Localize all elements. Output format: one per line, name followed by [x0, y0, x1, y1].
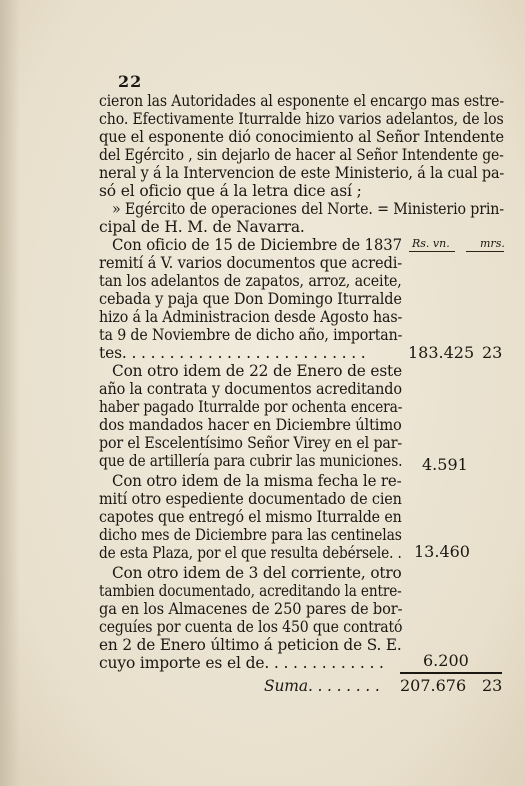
text-line: só el oficio que á la letra dice así ;	[99, 182, 362, 200]
sum-reales: 207.676	[400, 676, 467, 695]
text-line: cebada y paja que Don Domingo Iturralde	[99, 290, 402, 308]
text-line: tes. . . . . . . . . . . . . . . . . . . . . . . . . .	[99, 344, 366, 362]
text-line: mití otro espediente documentado de cien	[99, 490, 402, 508]
column-header-reales: Rs. vn.	[412, 237, 450, 250]
text-line: cho. Efectivamente Iturralde hizo varios adelantos, de los	[99, 110, 504, 128]
amount-reales: 6.200	[423, 651, 469, 670]
text-line: dos mandados hacer en Diciembre último	[99, 416, 402, 434]
text-line: ta 9 de Noviembre de dicho año, importan-	[99, 326, 403, 344]
sum-label: Suma. . . . . . . .	[264, 677, 380, 695]
text-line: en 2 de Enero último á peticion de S. E.	[99, 636, 402, 654]
text-line: por el Escelentísimo Señor Virey en el par-	[99, 434, 403, 452]
column-header-maravedis: mrs.	[480, 237, 505, 250]
page-gutter	[0, 0, 20, 786]
page-number: 22	[118, 72, 143, 91]
text-line: que de artillería para cubrir las municiones.	[99, 452, 403, 470]
text-line: hizo á la Administracion desde Agosto has-	[99, 308, 403, 326]
amount-reales: 183.425	[408, 343, 475, 362]
text-line: cipal de H. M. de Navarra.	[99, 218, 305, 236]
text-line: Con oficio de 15 de Diciembre de 1837	[112, 236, 402, 254]
text-line: cuyo importe es el de. . . . . . . . . . . . .	[99, 654, 384, 672]
sum-rule	[400, 672, 502, 674]
amount-reales: 4.591	[422, 455, 468, 474]
text-line: que el esponente dió conocimiento al Señor Intendente	[99, 128, 504, 146]
text-line: ga en los Almacenes de 250 pares de bor-	[99, 600, 403, 618]
sum-maravedis: 23	[482, 676, 503, 695]
column-header-rule	[409, 251, 455, 252]
text-line: capotes que entregó el mismo Iturralde en	[99, 508, 402, 526]
text-line: remití á V. varios documentos que acredi-	[99, 254, 403, 272]
text-line: año la contrata y documentos acreditando	[99, 380, 402, 398]
text-line: haber pagado Iturralde por ochenta encera-	[99, 398, 403, 416]
text-line: Con otro idem de 3 del corriente, otro	[112, 564, 402, 582]
text-line: cieron las Autoridades al esponente el encargo mas estre-	[99, 92, 504, 110]
text-line: Con otro idem de 22 de Enero de este	[112, 362, 403, 380]
text-line: tambien documentado, acreditando la entre-	[99, 582, 402, 600]
text-line: ceguíes por cuenta de los 450 que contrató	[99, 618, 403, 636]
amount-reales: 13.460	[414, 542, 470, 561]
column-header-rule	[466, 251, 504, 252]
text-line: de esta Plaza, por el que resulta debérsele. .	[99, 544, 402, 562]
text-line: del Egército , sin dejarlo de hacer al Señor Intendente ge-	[99, 146, 504, 164]
text-line: tan los adelantos de zapatos, arroz, aceite,	[99, 272, 402, 290]
text-line: Con otro idem de la misma fecha le re-	[112, 472, 402, 490]
text-line: » Egército de operaciones del Norte. = Ministerio prin-	[112, 200, 504, 218]
amount-maravedis: 23	[482, 343, 503, 362]
text-line: neral y á la Intervencion de este Ministerio, á la cual pa-	[99, 164, 505, 182]
text-line: dicho mes de Diciembre para las centinelas	[99, 526, 402, 544]
